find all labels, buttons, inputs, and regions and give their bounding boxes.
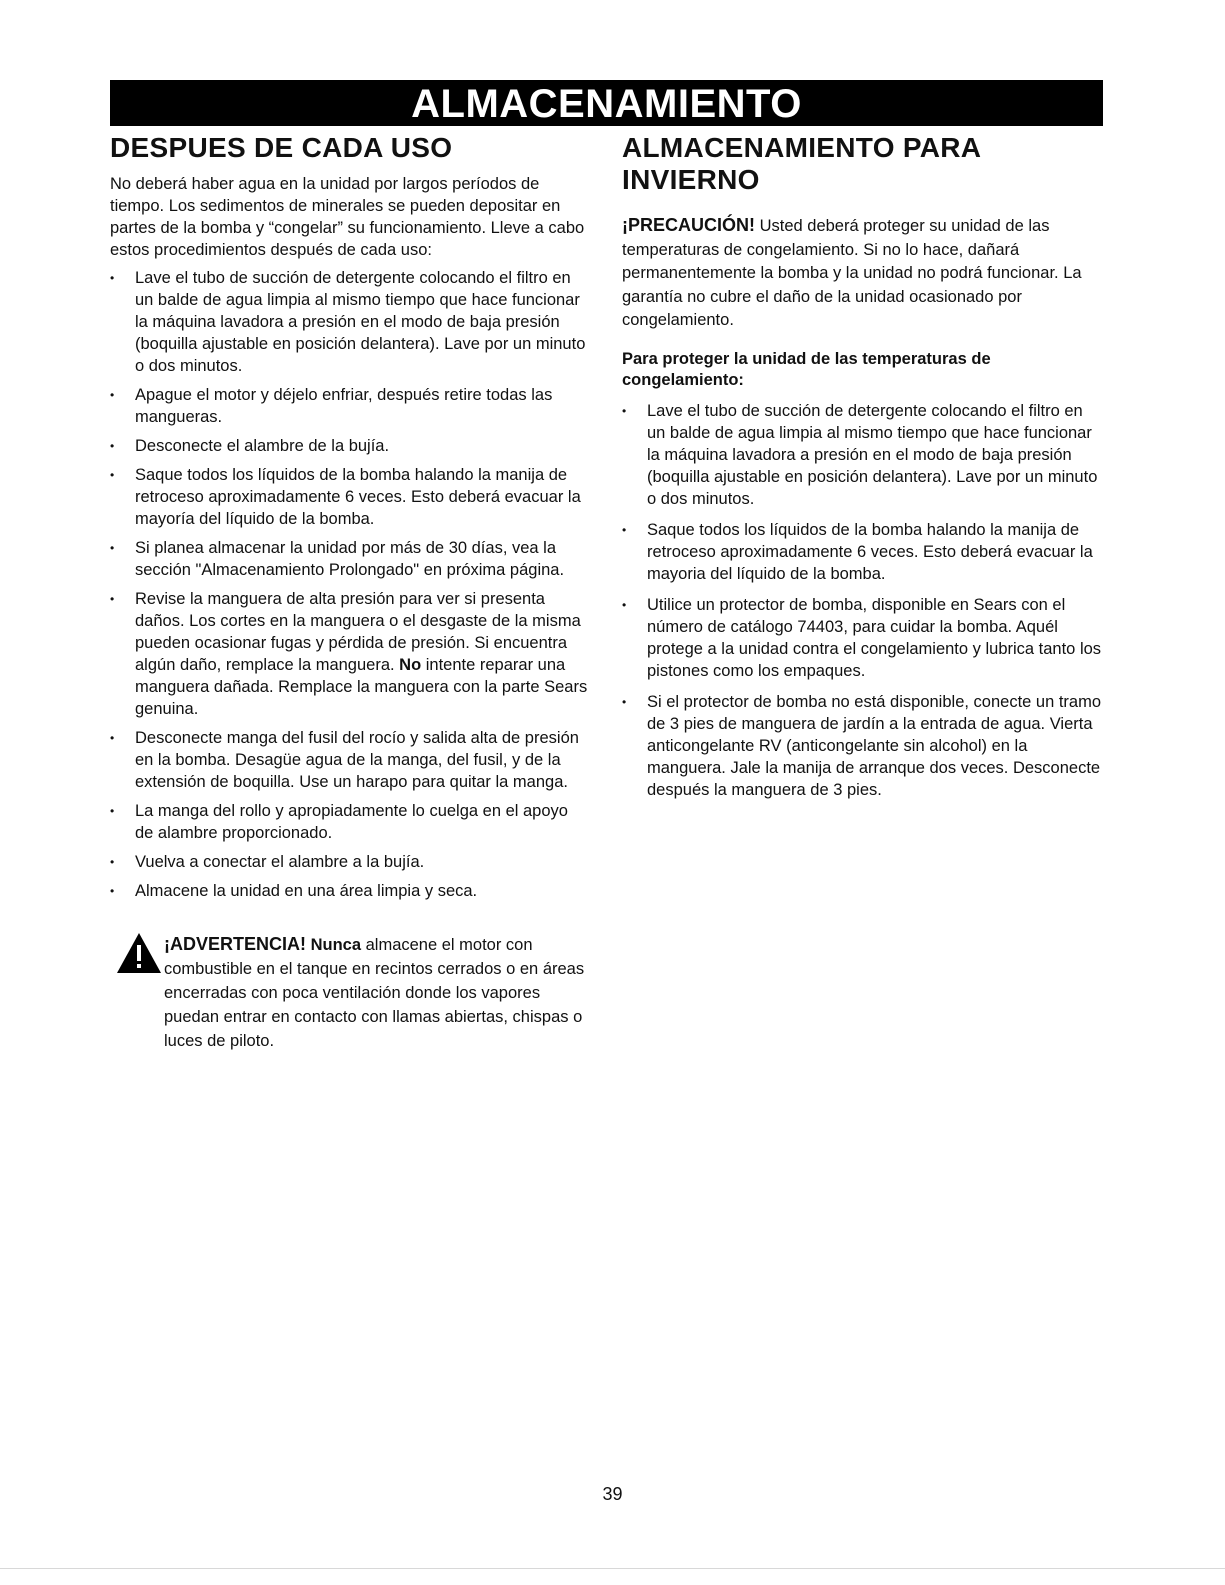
- winter-storage-heading-line1: ALMACENAMIENTO PARA: [622, 132, 982, 163]
- list-item: [110, 435, 590, 457]
- winter-subheading: Para proteger la unidad de las temperaturas de congelamiento:: [622, 349, 991, 389]
- list-item-text: Utilice un protector de bomba, disponible en Sears con el número de catálogo 74403, para cuidar la bomba. Aquél protege a la unidad contra el congelamiento y lubrica tanto los pistones como los empaques.: [647, 595, 1102, 680]
- bullet-icon: •: [110, 592, 115, 606]
- bullet-icon: •: [110, 439, 115, 453]
- warning-body: almacene el motor con combustible en el tanque en recintos cerrados o en áreas encerradas con poca ventilación donde los vapores puedan entrar en contacto con llamas abiertas, chispas o luces de piloto.: [164, 936, 585, 1050]
- list-item: [622, 594, 1104, 682]
- precaution-label: ¡PRECAUCIÓN!: [622, 215, 755, 235]
- list-item-text: Desconecte el alambre de la bujía.: [135, 437, 390, 455]
- warning-label: ¡ADVERTENCIA!: [164, 934, 306, 954]
- list-item-text: Si planea almacenar la unidad por más de 30 días, vea la sección "Almacenamiento Prolongado" en próxima página.: [135, 539, 565, 579]
- bullet-icon: •: [110, 884, 115, 898]
- right-column: [622, 128, 1104, 810]
- list-item-text: Apague el motor y déjelo enfriar, después retire todas las mangueras.: [135, 386, 553, 426]
- list-item-text-part: intente reparar una manguera dañada. Remplace la manguera con la parte Sears genuina.: [135, 656, 588, 718]
- bullet-icon: •: [622, 597, 627, 612]
- list-item-text: La manga del rollo y apropiadamente lo cuelga en el apoyo de alambre proporcionado.: [135, 802, 568, 842]
- left-column: [110, 128, 590, 1053]
- winter-storage-heading: [622, 132, 1104, 196]
- list-item: [110, 384, 590, 428]
- section-banner: ALMACENAMIENTO: [110, 80, 1103, 126]
- winter-storage-list: [622, 400, 1104, 801]
- bullet-icon: •: [110, 388, 115, 402]
- emphasis-text: No: [399, 656, 422, 674]
- bullet-icon: •: [110, 855, 115, 869]
- after-each-use-heading: DESPUES DE CADA USO: [110, 132, 453, 163]
- winter-storage-heading-line2: INVIERNO: [622, 164, 760, 195]
- list-item: [110, 464, 590, 530]
- list-item-text: Desconecte manga del fusil del rocío y salida alta de presión en la bomba. Desagüe agua de la manga, del fusil, y de la extensión de boquilla. Use un harapo para quitar la manga.: [135, 729, 579, 791]
- list-item-text: Saque todos los líquidos de la bomba halando la manija de retroceso aproximadamente 6 veces. Esto deberá evacuar la mayoria del líquido de la bomba.: [647, 520, 1093, 583]
- list-item-text: Saque todos los líquidos de la bomba halando la manija de retroceso aproximadamente 6 veces. Esto deberá evacuar la mayoría del líquido de la bomba.: [135, 466, 581, 528]
- list-item: [110, 880, 590, 902]
- list-item: [622, 691, 1104, 801]
- list-item-text-part: Revise la manguera de alta presión para ver si presenta daños. Los cortes en la manguera o el desgaste de la misma pueden ocasionar fugas y pérdida de presión. Si encuentra algún daño, remplace la manguera.: [135, 590, 581, 674]
- after-each-use-intro: No deberá haber agua en la unidad por largos períodos de tiempo. Los sedimentos de minerales se pueden depositar en partes de la bomba y “congelar” su funcionamiento. Lleve a cabo estos procedimientos después de cada uso:: [110, 175, 585, 259]
- list-item: [110, 851, 590, 873]
- list-item-text: Vuelva a conectar el alambre a la bujía.: [135, 853, 425, 871]
- page-number: 39: [602, 1484, 623, 1504]
- bullet-icon: •: [110, 731, 115, 745]
- warning-text: [164, 932, 590, 1053]
- list-item: [110, 727, 590, 793]
- bullet-icon: •: [622, 403, 627, 418]
- list-item: [110, 267, 590, 377]
- list-item-text: Lave el tubo de succión de detergente colocando el filtro en un balde de agua limpia al mismo tiempo que hace funcionar la máquina lavadora a presión en el modo de baja presión (boquilla ajustable en posición delantera). Lave por un minuto o dos minutos.: [135, 269, 586, 375]
- list-item: [110, 537, 590, 581]
- list-item: [622, 519, 1104, 585]
- list-item: [622, 400, 1104, 510]
- bullet-icon: •: [110, 804, 115, 818]
- list-item-text: Si el protector de bomba no está disponible, conecte un tramo de 3 pies de manguera de jardín a la entrada de agua. Vierta anticongelante RV (anticongelante sin alcohol) en la manguera. Jale la manija de arranque dos veces. Desconecte después la manguera de 3 pies.: [647, 692, 1102, 799]
- precaution-paragraph: [622, 214, 1104, 333]
- list-item: [110, 588, 590, 720]
- page-bottom-rule: [0, 1568, 1225, 1569]
- list-item-text: Almacene la unidad en una área limpia y seca.: [135, 882, 478, 900]
- bullet-icon: •: [110, 468, 115, 482]
- warning-block: [110, 932, 590, 1053]
- warning-emphasis: Nunca: [310, 936, 362, 954]
- bullet-icon: •: [110, 541, 115, 555]
- list-item-text: [135, 590, 587, 718]
- bullet-icon: •: [622, 694, 627, 709]
- bullet-icon: •: [110, 271, 115, 285]
- warning-triangle-icon: [116, 932, 162, 974]
- precaution-body: Usted deberá proteger su unidad de las temperaturas de congelamiento. Si no lo hace, dañará permanentemente la bomba y la unidad no podrá funcionar. La garantía no cubre el daño de la unidad ocasionado por congelamiento.: [622, 217, 1082, 329]
- after-each-use-list: [110, 267, 590, 902]
- list-item: [110, 800, 590, 844]
- list-item-text: Lave el tubo de succión de detergente colocando el filtro en un balde de agua limpia al mismo tiempo que hace funcionar la máquina lavadora a presión en el modo de baja presión (boquilla ajustable en posición delantera). Lave por un minuto o dos minutos.: [647, 401, 1098, 508]
- bullet-icon: •: [622, 522, 627, 537]
